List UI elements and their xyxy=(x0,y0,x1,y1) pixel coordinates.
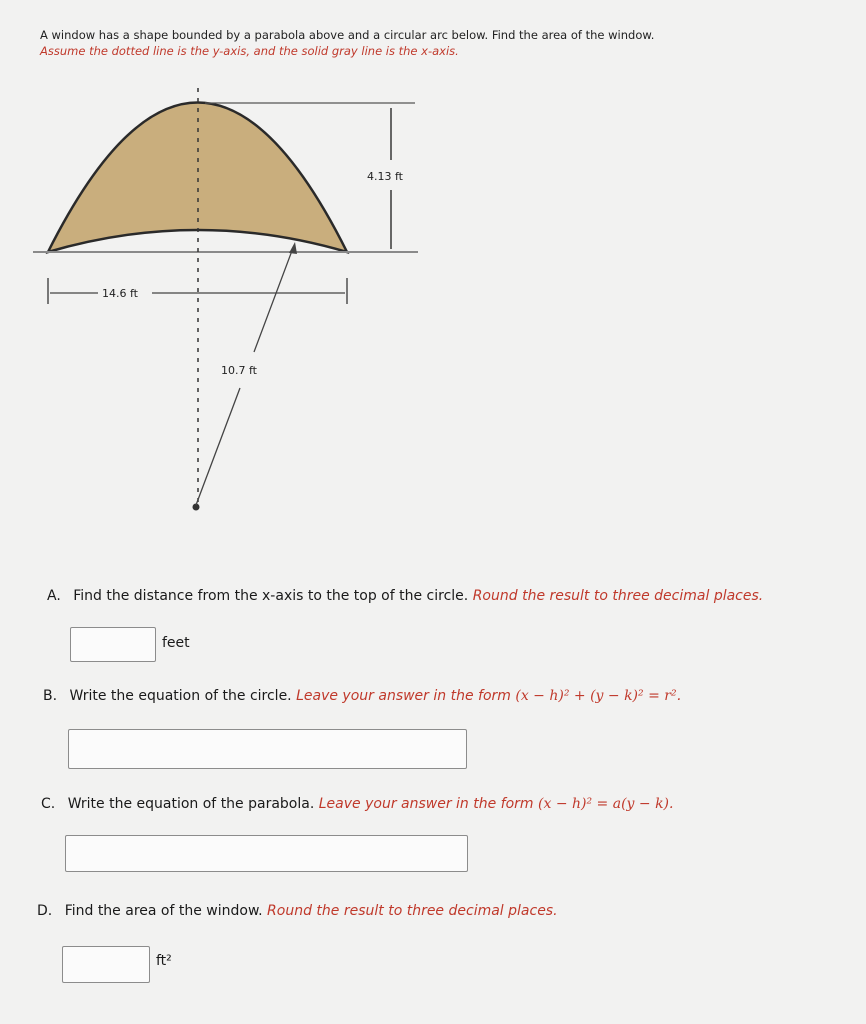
question-a xyxy=(47,588,763,604)
radius-arrowhead xyxy=(289,242,297,254)
problem-line-1: A window has a shape bounded by a parabola above and a circular arc below. Find the area of the window. xyxy=(40,28,655,42)
answer-a-unit: feet xyxy=(162,635,190,651)
radius-label: 10.7 ft xyxy=(221,364,257,377)
answer-d-unit: ft² xyxy=(156,953,172,969)
question-a-letter: A. xyxy=(47,588,61,604)
question-d-letter: D. xyxy=(37,903,53,919)
question-b-letter: B. xyxy=(43,688,58,704)
answer-d-input[interactable] xyxy=(62,946,150,983)
question-b xyxy=(43,688,681,704)
question-c-instruction: Leave your answer in the form xyxy=(318,796,534,812)
question-d-text: Find the area of the window. xyxy=(64,903,263,919)
width-label: 14.6 ft xyxy=(102,287,138,300)
question-c-form: (x − h)² = a(y − k). xyxy=(538,796,674,812)
height-label: 4.13 ft xyxy=(367,170,403,183)
question-c-text: Write the equation of the parabola. xyxy=(67,796,315,812)
question-d xyxy=(37,903,558,919)
question-d-instruction: Round the result to three decimal places. xyxy=(267,903,558,919)
question-b-text: Write the equation of the circle. xyxy=(69,688,292,704)
question-b-instruction: Leave your answer in the form xyxy=(296,688,511,704)
question-b-form: (x − h)² + (y − k)² = r². xyxy=(515,688,682,704)
question-a-instruction: Round the result to three decimal places. xyxy=(472,588,764,604)
answer-b-input[interactable] xyxy=(68,729,467,769)
question-a-text: Find the distance from the x-axis to the top of the circle. xyxy=(73,588,469,604)
answer-a-input[interactable] xyxy=(70,627,156,662)
radius-line-lower xyxy=(196,388,240,505)
problem-line-2: Assume the dotted line is the y-axis, and the solid gray line is the x-axis. xyxy=(40,44,459,58)
answer-c-input[interactable] xyxy=(65,835,468,872)
radius-line-upper xyxy=(254,248,293,352)
question-c xyxy=(41,796,673,812)
question-c-letter: C. xyxy=(41,796,56,812)
